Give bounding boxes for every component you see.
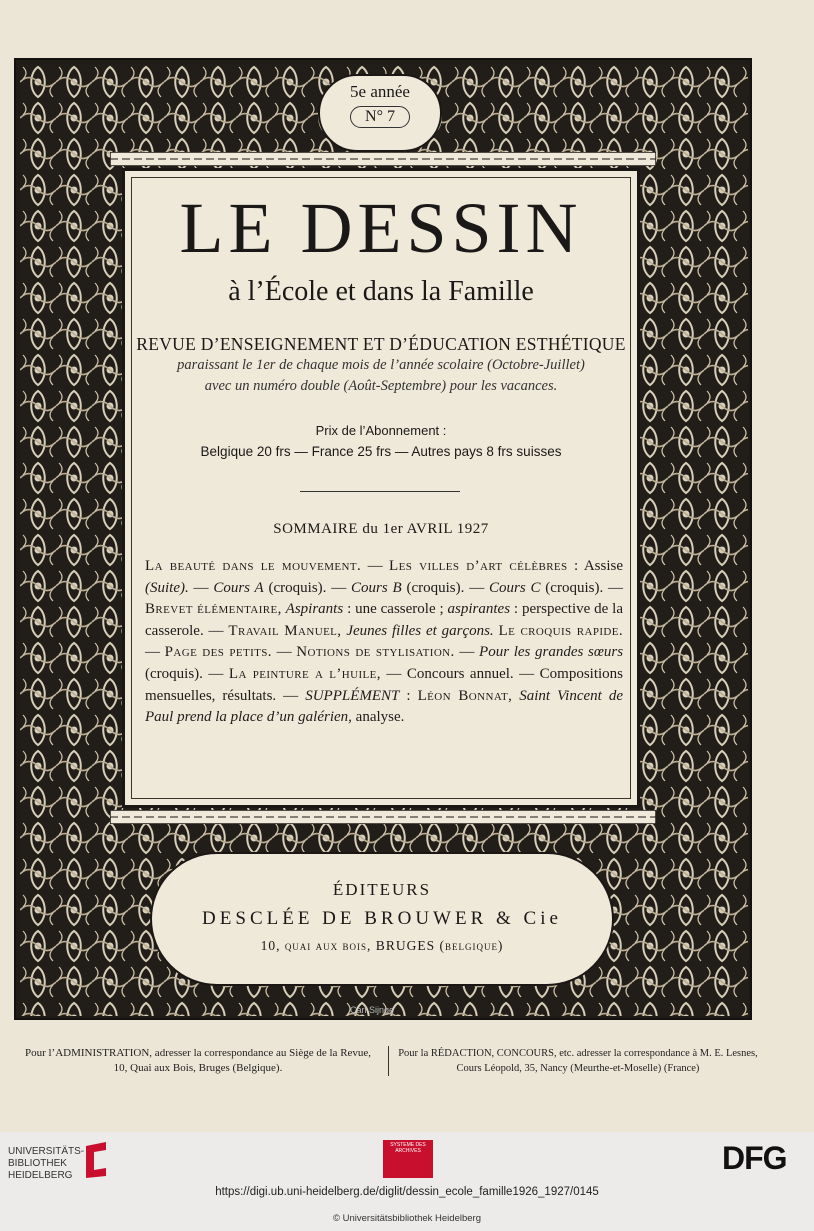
item-grandes-soeurs: Pour les grandes sœurs [479, 644, 624, 661]
footer-redaction: Pour la RÉDACTION, CONCOURS, etc. adresser la correspondance à M. E. Lesnes, Cours Léopold, 35, Nancy (Meurthe-et-Moselle) (France) [398, 1048, 758, 1074]
footer-administration: Pour l’ADMINISTRATION, adresser la correspondance au Siège de la Revue, 10, Quai aux Bois, Bruges (Belgique). [24, 1047, 372, 1074]
item-cours-b: Cours B [351, 579, 402, 596]
ub-line1: UNIVERSITÄTS- [8, 1146, 85, 1157]
ub-line3: HEIDELBERG [8, 1170, 73, 1181]
publication-note: avec un numéro double (Août-Septembre) pour les vacances. [204, 378, 558, 394]
editors-name: DESCLÉE DE BROUWER & Cie [202, 908, 562, 929]
sep: : perspective de la casserole. — [145, 601, 624, 639]
meander-band-top [110, 152, 656, 166]
issue-cartouche [318, 74, 442, 152]
sep: — [361, 558, 390, 574]
permalink-url[interactable]: https://digi.ub.uni-heidelberg.de/diglit/dessin_ecole_famille1926_1927/0145 [215, 1186, 599, 1198]
item-aspirantes: aspirantes [447, 601, 511, 618]
editors-address: 10, quai aux bois, BRUGES (belgique) [260, 938, 504, 953]
item-bonnat: Léon Bonnat, [417, 687, 513, 704]
item-croquis-rapide: Le croquis rapide. [498, 622, 624, 639]
divider [300, 491, 460, 492]
dfg-logo[interactable]: DFG [722, 1140, 787, 1176]
subscription-prices: Belgique 20 frs — France 25 frs — Autres pays 8 frs suisses [200, 444, 562, 459]
editors-cartouche [150, 852, 614, 986]
ub-heidelberg-logo[interactable] [8, 1146, 84, 1182]
ub-mark-icon [82, 1140, 112, 1180]
item-concours: — Concours annuel. — Compositions mensuelles, résultats. — [145, 665, 624, 704]
archive-logo-text: SYSTEME DES ARCHIVES [390, 1142, 426, 1154]
item-notions: Notions de stylisation. [296, 644, 455, 661]
item-saint-vincent: Saint Vincent de Paul prend la place d’un galérien, [145, 687, 624, 726]
meander-band-bottom [110, 810, 656, 824]
publication-schedule: paraissant le 1er de chaque mois de l’année scolaire (Octobre-Juillet) [177, 357, 585, 373]
sep: : Assise [567, 558, 623, 574]
item-jeunes-filles: Jeunes filles et garçons. [346, 622, 494, 639]
sep: (croquis). — [540, 579, 624, 596]
sep: — [145, 644, 165, 661]
issue-number: N° 7 [350, 106, 410, 128]
sep: : [399, 687, 418, 704]
engraver-signature: Carl Sijnge [350, 1005, 395, 1015]
sommaire-title: SOMMAIRE du 1er AVRIL 1927 [273, 521, 489, 537]
revue-line: REVUE D’ENSEIGNEMENT ET D’ÉDUCATION ESTHÉTIQUE [136, 334, 626, 354]
item-cours-a: Cours A [213, 579, 264, 596]
item-villes: Les villes d’art célèbres [389, 558, 568, 574]
footer-divider [388, 1046, 389, 1076]
sep: (croquis). — [145, 665, 229, 682]
page-title: LE DESSIN [179, 188, 583, 268]
issue-year: 5e année [350, 82, 410, 101]
item-supplement: SUPPLÉMENT [305, 687, 400, 704]
item-beaute: La beauté dans le mouvement. [145, 558, 362, 574]
item-travail-manuel: Travail Manuel, [228, 622, 342, 639]
item-peinture: La peinture a l’huile, [228, 665, 381, 682]
item-brevet: Brevet élémentaire, [145, 601, 282, 618]
copyright-notice: © Universitätsbibliothek Heidelberg [333, 1213, 481, 1224]
item-suite: (Suite). [145, 579, 189, 596]
subscription-title: Prix de l’Abonnement : [315, 423, 447, 438]
item-aspirants: Aspirants [285, 601, 344, 618]
editors-title: ÉDITEURS [332, 880, 432, 899]
sommaire-body [145, 556, 623, 729]
item-page-petits: Page des petits. [164, 644, 272, 661]
sep: (croquis). — [263, 579, 352, 596]
sep: — [454, 644, 480, 661]
sep: — [271, 644, 297, 661]
page-subtitle: à l’École et dans la Famille [228, 276, 534, 307]
sep: — [188, 579, 214, 596]
item-analyse: analyse. [351, 709, 405, 726]
ub-line2: BIBLIOTHEK [8, 1158, 67, 1169]
sep: (croquis). — [401, 579, 489, 596]
sep: : une casserole ; [343, 601, 448, 618]
item-cours-c: Cours C [489, 579, 541, 596]
